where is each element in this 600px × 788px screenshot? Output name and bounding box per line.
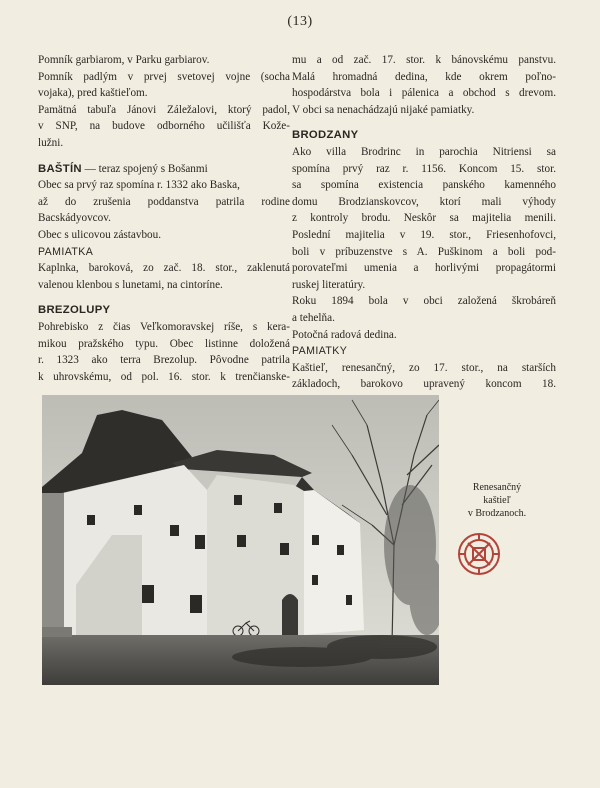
- text-line: Pomník garbiarom, v Parku garbiarov.: [38, 54, 210, 66]
- text-line: domu Brodzianskovcov, ktorí mali výhody: [292, 195, 556, 208]
- text-line: lužni.: [38, 136, 64, 149]
- text-line: ruskej literatúry.: [292, 278, 366, 291]
- text-line: Obec sa prvý raz spomína r. 1332 ako Baska,: [38, 179, 240, 192]
- text-line: v SNP, na budove odborného učilišťa Kože-: [38, 120, 290, 133]
- text-line: až do zrušenia poddanstva patrila rodine: [38, 195, 290, 208]
- text-line: mikou pražského typu. Obec listinne doložená: [38, 337, 290, 350]
- text-line: porovateľmi umenia a horlivými propagátormi: [292, 262, 556, 275]
- photo-caption: [452, 481, 542, 520]
- text-line: Obec s ulicovou zástavbou.: [38, 228, 162, 241]
- section-heading: BAŠTÍN: [38, 162, 82, 175]
- text-line: boli v príbuzenstve s A. Puškinom a boli pod-: [292, 245, 556, 258]
- text-line: Pohrebisko z čias Veľkomoravskej ríše, s kera-: [38, 320, 290, 333]
- text-line: Kaplnka, baroková, zo zač. 18. stor., zaklenutá: [38, 262, 290, 275]
- section-heading-note: — teraz spojený s Bošanmi: [81, 162, 208, 175]
- text-line: vojaka), pred kaštieľom.: [38, 87, 148, 100]
- text-line: a tehelňa.: [292, 311, 335, 324]
- text-line: r. 1323 ako terra Brezolup. Pôvodne patrila: [38, 354, 290, 367]
- text-line: Roku 1894 bola v obci založená škrobáreň: [292, 295, 556, 308]
- text-line: Bacskádyovcov.: [38, 212, 111, 225]
- text-line: mu a od zač. 17. stor. k bánovskému panstvu.: [292, 54, 556, 66]
- text-line: hospodárstva bola i pálenica a obchod s drevom.: [292, 87, 556, 100]
- left-column: [38, 52, 290, 385]
- caption-line: v Brodzanoch.: [467, 508, 527, 519]
- text-line: Potočná radová dedina.: [292, 328, 397, 341]
- castle-photo: [42, 395, 439, 685]
- castle-shadow-left: [42, 490, 64, 645]
- subsection-heading: PAMIATKA: [38, 245, 94, 258]
- text-line: Pomník padlým v prvej svetovej vojne (socha: [38, 70, 290, 83]
- page-number: (13): [287, 14, 313, 29]
- castle-door: [282, 594, 298, 635]
- text-line: z kontroly brodu. Neskôr sa majitelia menili.: [292, 212, 556, 225]
- text-line: Kaštieľ, renesančný, zo 17. stor., na starších: [292, 361, 556, 374]
- section-bastin-heading-line: [38, 161, 290, 178]
- caption-line: kaštieľ: [483, 495, 511, 506]
- castle-illustration: [42, 395, 439, 685]
- steps: [42, 627, 72, 637]
- text-line: k uhrovskému, od pol. 16. stor. k trenčianske-: [38, 370, 290, 383]
- text-line: základoch, barokovo upravený koncom 18.: [292, 378, 556, 391]
- section-heading: BREZOLUPY: [38, 304, 111, 317]
- text-line: sa spomína existencia panského kamenného: [292, 179, 556, 192]
- emblem-icon: [456, 531, 502, 577]
- text-line: spomína prvý raz r. 1156. Koncom 15. stor.: [292, 162, 556, 175]
- text-line: V obci sa nenachádzajú nijaké pamiatky.: [292, 103, 475, 116]
- section-heading: BRODZANY: [292, 129, 359, 142]
- text-line: Malá hromadná dedina, kde okrem poľno-: [292, 70, 556, 83]
- text-line: Poslední majitelia v 19. stor., Friesenhofovci,: [292, 228, 556, 241]
- text-line: Ako villa Brodrinc in parochia Nitriensi sa: [292, 145, 556, 158]
- text-line: Pamätná tabuľa Jánovi Záležalovi, ktorý padol,: [38, 103, 290, 116]
- right-column: [292, 52, 556, 393]
- caption-line: Renesančný: [472, 482, 522, 493]
- text-line: valenou klenbou s lunetami, na cintoríne.: [38, 278, 223, 291]
- subsection-heading: PAMIATKY: [292, 345, 348, 358]
